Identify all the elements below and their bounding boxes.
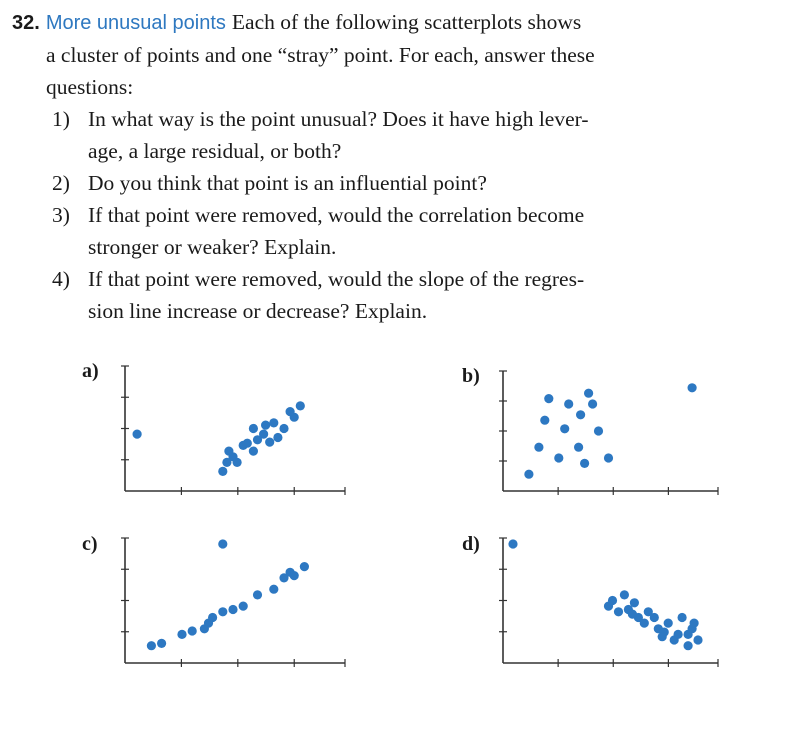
- plot-label-d: d): [462, 533, 480, 555]
- data-point: [233, 458, 242, 467]
- problem-topic: More unusual points: [45, 12, 226, 34]
- data-point: [688, 383, 697, 392]
- data-point: [218, 539, 227, 548]
- data-point: [604, 453, 613, 462]
- data-point: [544, 394, 553, 403]
- data-point: [269, 418, 278, 427]
- question-line: In what way is the point unusual? Does it have high lever-: [88, 107, 589, 131]
- data-point: [690, 619, 699, 628]
- scatterplot-c: [121, 538, 345, 667]
- data-point: [594, 426, 603, 435]
- data-point: [218, 467, 227, 476]
- question-line: If that point were removed, would the correlation become: [88, 203, 585, 227]
- data-point: [296, 401, 305, 410]
- plot-label-b: b): [462, 365, 480, 387]
- data-point: [290, 571, 299, 580]
- data-point: [640, 619, 649, 628]
- data-point: [554, 453, 563, 462]
- data-point: [508, 539, 517, 548]
- data-point: [620, 590, 629, 599]
- intro-line: questions:: [46, 75, 134, 99]
- data-point: [674, 630, 683, 639]
- data-point: [576, 410, 585, 419]
- data-point: [249, 424, 258, 433]
- intro-line: a cluster of points and one “stray” point. For each, answer these: [46, 43, 595, 67]
- data-point: [534, 443, 543, 452]
- data-point: [273, 433, 282, 442]
- question-number: 4): [52, 267, 70, 291]
- data-point: [253, 590, 262, 599]
- data-point: [630, 598, 639, 607]
- question-line: If that point were removed, would the slope of the regres-: [88, 267, 585, 291]
- data-point: [693, 635, 702, 644]
- plot-label-a: a): [82, 360, 99, 382]
- question-line: stronger or weaker? Explain.: [88, 235, 337, 259]
- data-point: [584, 389, 593, 398]
- data-point: [188, 626, 197, 635]
- data-point: [664, 619, 673, 628]
- question-line: sion line increase or decrease? Explain.: [88, 299, 428, 323]
- data-point: [286, 407, 295, 416]
- data-point: [650, 613, 659, 622]
- question-number: 2): [52, 171, 70, 195]
- question-number: 1): [52, 107, 70, 131]
- question-line: Do you think that point is an influential point?: [88, 171, 487, 195]
- data-point: [133, 430, 142, 439]
- data-point: [239, 602, 248, 611]
- data-point: [684, 630, 693, 639]
- data-point: [177, 630, 186, 639]
- plot-label-c: c): [82, 533, 98, 555]
- data-point: [147, 641, 156, 650]
- data-point: [300, 562, 309, 571]
- data-point: [678, 613, 687, 622]
- data-point: [243, 439, 252, 448]
- data-point: [540, 416, 549, 425]
- data-point: [261, 421, 270, 430]
- data-point: [684, 641, 693, 650]
- data-point: [658, 632, 667, 641]
- data-point: [228, 605, 237, 614]
- data-point: [249, 447, 258, 456]
- data-point: [279, 424, 288, 433]
- data-point: [269, 585, 278, 594]
- scatterplot-b: [499, 371, 718, 495]
- data-point: [265, 438, 274, 447]
- question-line: age, a large residual, or both?: [88, 139, 342, 163]
- question-number: 3): [52, 203, 70, 227]
- data-point: [259, 430, 268, 439]
- data-point: [574, 443, 583, 452]
- problem-number: 32.: [12, 12, 40, 34]
- data-point: [524, 470, 533, 479]
- scatterplot-a: [121, 366, 345, 495]
- data-point: [208, 613, 217, 622]
- data-point: [157, 639, 166, 648]
- intro-line: Each of the following scatterplots shows: [231, 10, 582, 34]
- data-point: [628, 610, 637, 619]
- data-point: [224, 447, 233, 456]
- scatterplot-d: [499, 538, 718, 667]
- data-point: [564, 399, 573, 408]
- data-point: [560, 424, 569, 433]
- data-point: [580, 459, 589, 468]
- data-point: [614, 607, 623, 616]
- data-point: [218, 607, 227, 616]
- data-point: [608, 596, 617, 605]
- data-point: [588, 399, 597, 408]
